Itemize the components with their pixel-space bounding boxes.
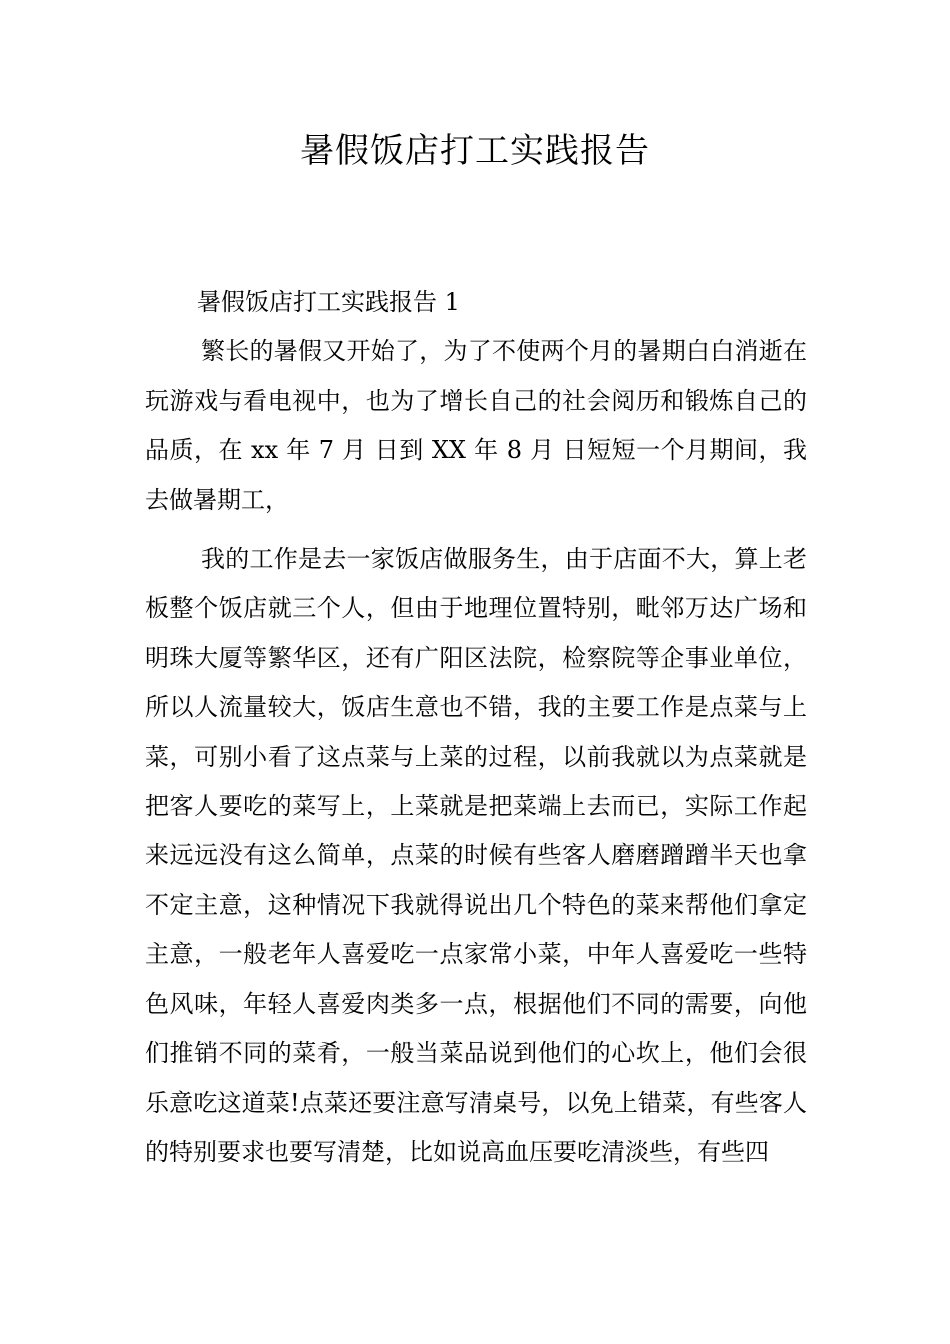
document-title: 暑假饭店打工实践报告	[300, 131, 650, 171]
section-heading: 暑假饭店打工实践报告 1	[197, 288, 460, 316]
document-body	[145, 278, 807, 1177]
paragraph-2: 我的工作是去一家饭店做服务生，由于店面不大，算上老板整个饭店就三个人，但由于地理位置特别，毗邻万达广场和明珠大厦等繁华区，还有广阳区法院，检察院等企事业单位，所以人流量较大，饭店生意也不错，我的主要工作是点菜与上菜，可别小看了这点菜与上菜的过程，以前我就以为点菜就是把客人要吃的菜写上，上菜就是把菜端上去而已，实际工作起来远远没有这么简单，点菜的时候有些客人磨磨蹭蹭半天也拿不定主意，这种情况下我就得说出几个特色的菜来帮他们拿定主意，一般老年人喜爱吃一点家常小菜，中年人喜爱吃一些特色风味，年轻人喜爱肉类多一点，根据他们不同的需要，向他们推销不同的菜肴，一般当菜品说到他们的心坎上，他们会很乐意吃这道菜!点菜还要注意写清桌号，以免上错菜，有些客人的特别要求也要写清楚，比如说高血压要吃清淡些，有些四	[145, 545, 807, 1166]
paragraph-1: 繁长的暑假又开始了，为了不使两个月的暑期白白消逝在玩游戏与看电视中，也为了增长自己的社会阅历和锻炼自己的品质，在 xx 年 7 月 日到 XX 年 8 月 日短短一个月期间，我去做暑期工，	[145, 337, 807, 514]
